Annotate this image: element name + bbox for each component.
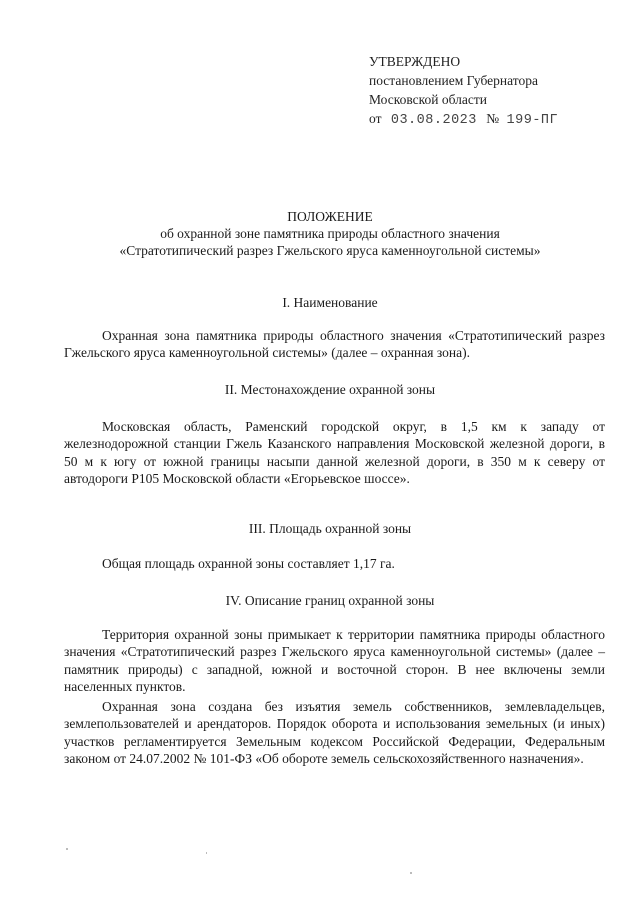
section-2-paragraph: Московская область, Раменский городской округ, в 1,5 км к западу от железнодорожной станции Гжель Казанского направления Московской железной дороги, в 50 м к югу от южной границы насыпи данной железной дороги, в 350 м к северу от автодороги Р105 Московской области «Егорьевское шоссе».	[64, 419, 605, 486]
approval-decree: постановлением Губернатора	[369, 73, 538, 88]
section-heading-2: II. Местонахождение охранной зоны	[224, 382, 436, 397]
approval-from: от	[369, 111, 382, 126]
approval-date: 03.08.2023	[390, 113, 477, 128]
scan-speck	[410, 872, 412, 874]
approval-block	[369, 52, 558, 130]
document-title	[60, 208, 600, 259]
section-heading-3: III. Площадь охранной зоны	[248, 521, 412, 536]
approval-number-sign: №	[486, 111, 500, 126]
scan-speck	[66, 848, 68, 850]
approval-number: 199-ПГ	[506, 113, 559, 128]
title-subtitle-2: «Стратотипический разрез Гжельского яруса каменноугольной системы»	[119, 243, 541, 258]
section-4-paragraph-2: Охранная зона создана без изъятия земель собственников, землевладельцев, землепользователей и арендаторов. Порядок оборота и использования земельных (и иных) участков регламентируется Земельным кодексом Российской Федерации, Федеральным законом от 24.07.2002 № 101-ФЗ «Об обороте земель сельскохозяйственного назначения».	[64, 699, 605, 766]
title-main: ПОЛОЖЕНИЕ	[287, 209, 373, 224]
approval-date-line	[369, 109, 558, 130]
scan-speck	[206, 852, 207, 854]
title-subtitle-1: об охранной зоне памятника природы областного значения	[160, 226, 500, 241]
section-1-paragraph: Охранная зона памятника природы областного значения «Стратотипический разрез Гжельского яруса каменноугольной системы» (далее – охранная зона).	[64, 328, 605, 361]
section-3-paragraph: Общая площадь охранной зоны составляет 1,17 га.	[102, 556, 395, 571]
approval-title: УТВЕРЖДЕНО	[369, 54, 461, 69]
approval-region: Московской области	[369, 92, 488, 107]
section-heading-4: IV. Описание границ охранной зоны	[225, 593, 435, 608]
section-heading-1: I. Наименование	[282, 295, 378, 310]
section-4-paragraph-1: Территория охранной зоны примыкает к территории памятника природы областного значения «Стратотипический разрез Гжельского яруса каменноугольной системы» (далее – памятник природы) с западной, южной и восточной сторон. В нее включены земли населенных пунктов.	[64, 627, 605, 694]
